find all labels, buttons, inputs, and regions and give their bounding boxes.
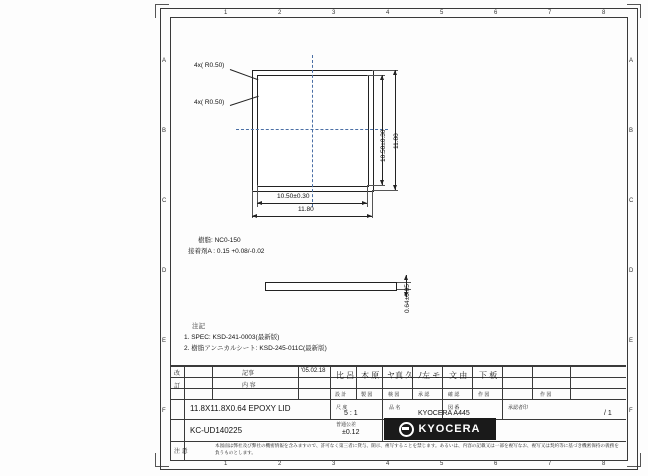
dim-arrow-inner-right — [362, 201, 367, 205]
border-tick-right-c: C — [629, 198, 634, 204]
tb-vrule-r — [382, 419, 383, 441]
dim-arrow-outer-left — [252, 214, 257, 218]
border-tick-top-3: 3 — [332, 10, 336, 16]
part-outline-inner — [257, 75, 369, 187]
notes-header: 注記 — [192, 323, 205, 330]
border-tick-bottom-2: 2 — [278, 461, 282, 467]
ext-line-outer-bottom — [372, 190, 398, 191]
tb-vrule-f — [382, 366, 383, 399]
border-tick-right-e: E — [629, 338, 634, 344]
border-tick-top-2: 2 — [278, 10, 282, 16]
tb-left-label-2: 訂 — [174, 384, 181, 390]
tb-vrule-i — [472, 366, 473, 399]
tb-approval-label-extra: 作 図 — [540, 392, 552, 398]
legal-notice: 本図面は弊社及び弊社の機密情報を含みますので、許可なく第三者に貸与、開示、複写することを禁じます。あるいは、内容の記載又は一部を複写なお、複写又は契約等に基づき機密保持の義務を負うものとします。 — [215, 443, 619, 455]
dim-arrow-inner-bottom — [380, 180, 384, 185]
tb-vrule-a — [184, 366, 185, 399]
border-tick-left-a: A — [162, 58, 167, 64]
dim-arrow-inner-top — [380, 75, 384, 80]
tb-vrule-d — [330, 366, 331, 399]
tb-approval-field-label: 承認者印 — [508, 405, 529, 411]
border-tick-top-8: 8 — [602, 10, 606, 16]
border-tick-left-f: F — [162, 408, 166, 414]
tb-rule-3 — [170, 399, 626, 400]
border-tick-left-e: E — [162, 338, 167, 344]
tb-date-value: '05.02.18 — [301, 368, 326, 374]
trim-mark-tr-h — [627, 4, 641, 5]
tb-approval-stamp-3: ヤ真 久 — [387, 371, 414, 380]
tb-approval-label-1: 設 計 — [335, 392, 347, 398]
dim-line-outer-height — [395, 70, 396, 190]
tb-legal-side-label: 注 意 — [174, 449, 188, 455]
border-tick-left-b: B — [162, 128, 167, 134]
tb-approval-stamp-2: 木 原 — [361, 371, 380, 380]
tb-vrule-k — [532, 366, 533, 399]
material-note-line2: 接着剤A : 0.15 +0.08/-0.02 — [188, 248, 265, 255]
tb-left-label-1: 改 — [174, 371, 181, 377]
dim-text-inner-height: 10.50±0.30 — [380, 129, 387, 162]
centerline-vertical — [312, 55, 313, 207]
kyocera-wordmark: KYOCERA — [418, 423, 481, 435]
dim-line-inner-width — [257, 203, 367, 204]
kyocera-logo — [384, 418, 496, 440]
tb-tolerance-label: 普通公差 — [336, 422, 357, 428]
trim-mark-br-v — [640, 453, 641, 467]
border-tick-top-6: 6 — [494, 10, 498, 16]
tb-vrule-e — [356, 366, 357, 399]
dim-arrow-thickness-top — [404, 275, 408, 280]
dim-text-inner-width: 10.50±0.30 — [277, 193, 310, 200]
note-corner-radius-inner: 4x( R0.50) — [194, 99, 225, 106]
tb-approval-stamp-5: 文 由 — [449, 371, 468, 380]
trim-mark-tl-h — [155, 4, 169, 5]
ext-line-inner-bottom — [367, 185, 385, 186]
tb-sheet-number: / 1 — [604, 410, 612, 417]
border-tick-top-7: 7 — [548, 10, 552, 16]
tb-rev-header-naiyou: 内 容 — [242, 383, 256, 389]
tb-rev-header-kiji: 記事 — [242, 371, 255, 377]
note-corner-radius-outer: 4x( R0.50) — [194, 62, 225, 69]
tb-vrule-l — [570, 366, 571, 399]
tb-rule-2 — [170, 388, 626, 389]
border-tick-top-1: 1 — [224, 10, 228, 16]
border-tick-right-f: F — [629, 408, 633, 414]
border-tick-bottom-8: 8 — [602, 461, 606, 467]
tb-company-code: KYOCERA A445 — [418, 410, 470, 417]
dim-text-outer-height: 11.80 — [393, 133, 400, 149]
border-tick-right-a: A — [629, 58, 634, 64]
tb-vrule-q — [502, 399, 503, 419]
tb-approval-label-6: 作 図 — [478, 392, 490, 398]
border-tick-left-c: C — [162, 198, 167, 204]
border-tick-bottom-5: 5 — [440, 461, 444, 467]
kyocera-ring-icon — [399, 422, 414, 437]
trim-mark-tr-v — [640, 4, 641, 18]
tb-approval-stamp-1: 比 呂 — [336, 371, 355, 380]
dim-arrow-outer-top — [393, 70, 397, 75]
material-note-line1: 樹脂: NC0-150 — [198, 237, 241, 244]
border-tick-left-d: D — [162, 268, 167, 274]
dim-text-outer-width: 11.80 — [298, 206, 314, 213]
dim-text-thickness: 0.64±0.05 — [404, 284, 411, 313]
dim-arrow-inner-left — [257, 201, 262, 205]
tb-vrule-j — [502, 366, 503, 399]
ext-line-outer-right — [372, 190, 373, 218]
border-tick-bottom-3: 3 — [332, 461, 336, 467]
notes-item-2: 2. 樹脂アンニカルシート: KSD-245-011C(最新版) — [184, 345, 327, 352]
border-tick-bottom-6: 6 — [494, 461, 498, 467]
tb-vrule-o — [330, 399, 331, 419]
tb-approval-label-5: 確 認 — [448, 392, 460, 398]
side-view-plate — [265, 282, 397, 291]
tb-tolerance-value: ±0.12 — [342, 429, 360, 436]
tb-approval-label-3: 検 図 — [388, 392, 400, 398]
border-tick-top-4: 4 — [386, 10, 390, 16]
notes-item-1: 1. SPEC: KSD-241-0003(最新版) — [184, 334, 280, 341]
trim-mark-bl-v — [155, 453, 156, 467]
trim-mark-tl-v — [155, 4, 156, 18]
border-tick-bottom-4: 4 — [386, 461, 390, 467]
dim-arrow-outer-bottom — [393, 185, 397, 190]
ext-line-thickness-top — [397, 282, 411, 283]
tb-drawing-number: KC-UD140225 — [190, 426, 243, 435]
tb-approval-label-4: 承 認 — [418, 392, 430, 398]
tb-rule-0 — [170, 366, 626, 367]
tb-scale-label: 尺 度 — [336, 405, 348, 411]
border-tick-right-d: D — [629, 268, 634, 274]
tb-number-label: 図 番 — [448, 405, 460, 411]
tb-name-label: 品 名 — [389, 405, 401, 411]
dim-line-outer-width — [252, 216, 372, 217]
border-tick-right-b: B — [629, 128, 634, 134]
tb-vrule-b — [212, 366, 213, 399]
border-tick-bottom-7: 7 — [548, 461, 552, 467]
dim-arrow-outer-right — [367, 214, 372, 218]
tb-vrule-h — [442, 366, 443, 399]
tb-approval-stamp-6: 下 板 — [479, 371, 498, 380]
border-tick-top-5: 5 — [440, 10, 444, 16]
ext-line-inner-right — [367, 185, 368, 207]
border-tick-bottom-1: 1 — [224, 461, 228, 467]
tb-part-name: 11.8X11.8X0.64 EPOXY LID — [190, 404, 291, 413]
tb-vrule-c — [298, 366, 299, 399]
tb-approval-stamp-4: ﾉ左 モ — [418, 371, 441, 380]
tb-approval-label-2: 製 図 — [361, 392, 373, 398]
tb-scale-value: 5 : 1 — [344, 410, 358, 417]
